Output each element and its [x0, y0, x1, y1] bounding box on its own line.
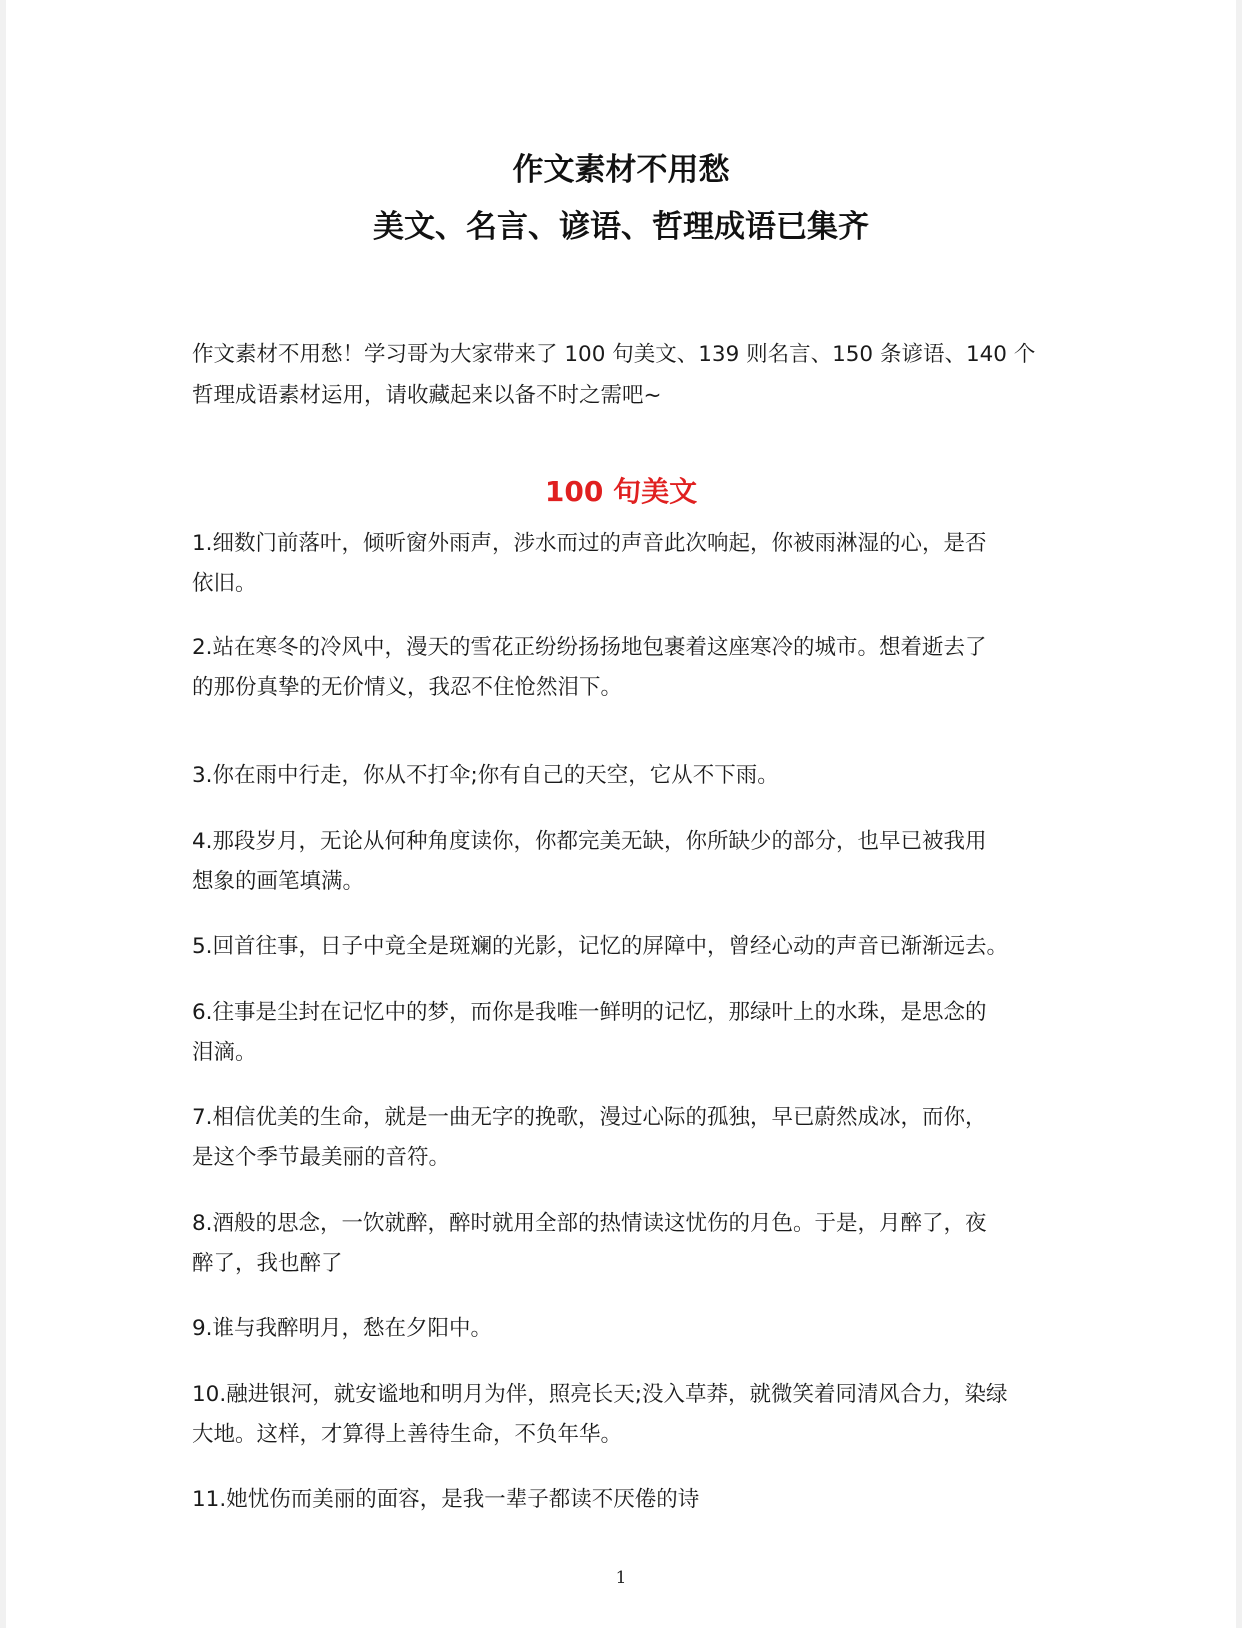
list-item — [192, 524, 1072, 604]
item-line: 10.融进银河，就安谧地和明月为伴，照亮长天;没入草莽，就微笑着同清风合力，染绿 — [192, 1382, 1008, 1407]
title-line-2: 美文、名言、谚语、哲理成语已集齐 — [373, 209, 869, 245]
item-line: 1.细数门前落叶，倾听窗外雨声，涉水而过的声音此次响起，你被雨淋湿的心，是否 — [192, 531, 987, 556]
page-number: 1 — [615, 1568, 627, 1588]
list-item — [192, 822, 1072, 902]
list-item — [192, 1204, 1072, 1284]
item-line: 5.回首往事，日子中竟全是斑斓的光影，记忆的屏障中，曾经心动的声音已渐渐远去。 — [192, 934, 1009, 959]
item-line: 2.站在寒冬的冷风中，漫天的雪花正纷纷扬扬地包裹着这座寒冷的城市。想着逝去了 — [192, 635, 987, 660]
item-line: 醉了，我也醉了 — [192, 1251, 343, 1276]
item-line: 是这个季节最美丽的音符。 — [192, 1145, 451, 1170]
list-item — [192, 628, 1072, 708]
list-item — [192, 1098, 1072, 1178]
item-line: 6.往事是尘封在记忆中的梦，而你是我唯一鲜明的记忆，那绿叶上的水珠，是思念的 — [192, 1000, 987, 1025]
item-line: 9.谁与我醉明月，愁在夕阳中。 — [192, 1316, 493, 1341]
item-line: 泪滴。 — [192, 1040, 257, 1065]
list-item — [192, 1309, 1072, 1349]
item-line: 11.她忧伤而美丽的面容，是我一辈子都读不厌倦的诗 — [192, 1487, 700, 1512]
item-line: 8.酒般的思念，一饮就醉，醉时就用全部的热情读这忧伤的月色。于是，月醉了，夜 — [192, 1211, 987, 1236]
title-line-1: 作文素材不用愁 — [512, 152, 730, 188]
item-line: 3.你在雨中行走，你从不打伞;你有自己的天空，它从不下雨。 — [192, 763, 779, 788]
list-item — [192, 993, 1072, 1073]
list-item — [192, 1375, 1072, 1455]
item-line: 依旧。 — [192, 571, 257, 596]
list-item — [192, 927, 1072, 967]
intro-line: 哲理成语素材运用，请收藏起来以备不时之需吧~ — [192, 383, 662, 408]
section-heading: 100 句美文 — [544, 475, 698, 508]
item-line: 的那份真挚的无价情义，我忍不住怆然泪下。 — [192, 675, 623, 700]
document-title — [0, 142, 1242, 256]
item-line: 想象的画笔填满。 — [192, 869, 365, 894]
item-line: 7.相信优美的生命，就是一曲无字的挽歌，漫过心际的孤独，早已蔚然成冰，而你， — [192, 1105, 987, 1130]
list-item — [192, 756, 1072, 796]
intro-paragraph — [192, 334, 1072, 416]
intro-line: 作文素材不用愁！学习哥为大家带来了 100 句美文、139 则名言、150 条谚语、140 个 — [192, 342, 1036, 367]
item-line: 大地。这样，才算得上善待生命，不负年华。 — [192, 1422, 623, 1447]
item-line: 4.那段岁月，无论从何种角度读你，你都完美无缺，你所缺少的部分，也早已被我用 — [192, 829, 987, 854]
list-item — [192, 1480, 1072, 1520]
